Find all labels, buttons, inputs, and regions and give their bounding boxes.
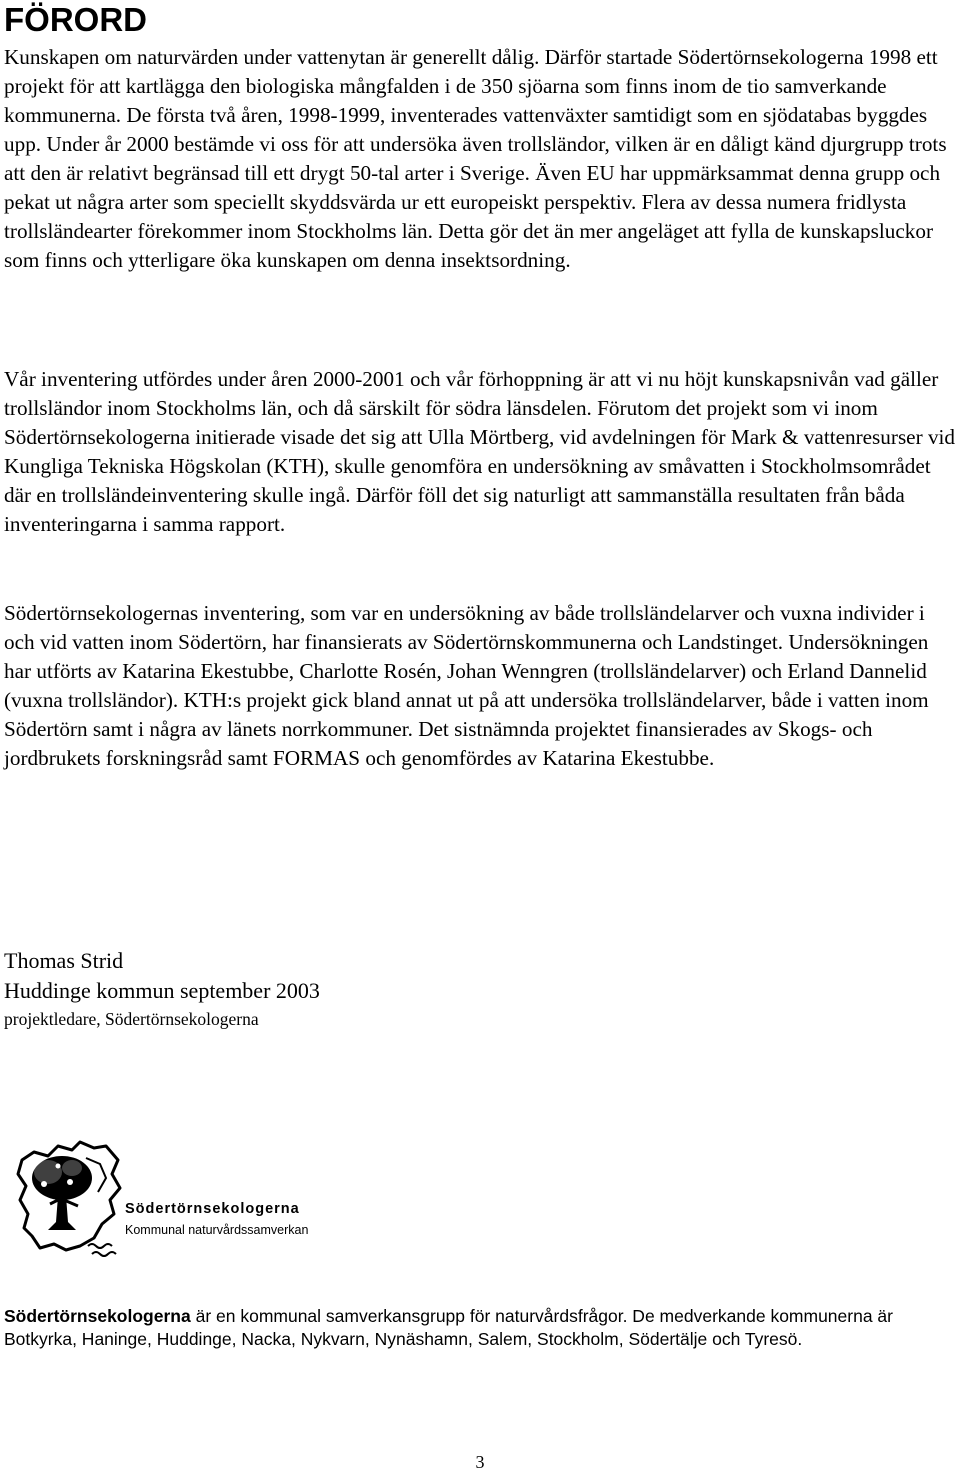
- logo-subtitle: Kommunal naturvårdssamverkan: [125, 1223, 309, 1237]
- organization-logo: [14, 1138, 354, 1268]
- footer-text: är en kommunal samverkansgrupp för naturvårdsfrågor. De medverkande kommunerna är Botkyrka, Haninge, Huddinge, Nacka, Nykvarn, Nynäshamn, Salem, Stockholm, Södertälje och Tyresö.: [4, 1306, 893, 1349]
- tree-map-logo-icon: [14, 1138, 124, 1268]
- signature-place-date: Huddinge kommun september 2003: [4, 978, 320, 1003]
- paragraph-intro: Kunskapen om naturvärden under vattenytan är generellt dålig. Därför startade Södertörnsekologerna 1998 ett projekt för att kartlägga den biologiska mångfalden i de 350 sjöarna som finns inom de tio samverkande kommunerna. De första två åren, 1998-1999, inventerades vattenväxter samtidigt som en sjödatabas byggdes upp. Under år 2000 bestämde vi oss för att undersöka även trollsländor, vilken är en dåligt känd djurgrupp trots att den är relativt begränsad till ett drygt 50-tal arter i Sverige. Även EU har uppmärksammat denna grupp och pekat ut några arter som speciellt skyddsvärda ur ett europeiskt perspektiv. Flera av dessa numera fridlysta trollsländearter förekommer inom Stockholms län. Detta gör det än mer angeläget att fylla de kunskapsluckor som finns och ytterligare öka kunskapen om denna insektsordning.: [4, 45, 947, 272]
- logo-organization-name: Södertörnsekologerna: [125, 1201, 300, 1217]
- paragraph-funding: Södertörnsekologernas inventering, som var en undersökning av både trollsländelarver och vuxna individer i och vid vatten inom Södertörn, har finansierats av Södertörnskommunerna och Landstinget. Undersökningen har utförts av Katarina Ekestubbe, Charlotte Rosén, Johan Wenngren (trollsländelarver) och Erland Dannelid (vuxna trollsländor). KTH:s projekt gick bland annat ut på att undersöka trollsländelarver, både i vatten inom Södertörn samt i några av länets norrkommuner. Det sistnämnda projektet finansierades av Skogs- och jordbrukets forskningsråd samt FORMAS och genomfördes av Katarina Ekestubbe.: [4, 601, 929, 770]
- footer-note: [4, 1305, 956, 1351]
- signature-name: Thomas Strid: [4, 948, 124, 973]
- signature-role: projektledare, Södertörnsekologerna: [4, 1009, 259, 1029]
- page-number: 3: [475, 1452, 485, 1472]
- footer-bold-name: Södertörnsekologerna: [4, 1306, 191, 1326]
- page-heading: FÖRORD: [4, 1, 147, 38]
- paragraph-inventory: Vår inventering utfördes under åren 2000-2001 och vår förhoppning är att vi nu höjt kunskapsnivån vad gäller trollsländor inom Stockholms län, och då särskilt för södra länsdelen. Förutom det projekt som vi inom Södertörnsekologerna initierade visade det sig att Ulla Mörtberg, vid avdelningen för Mark & vattenresurser vid Kungliga Tekniska Högskolan (KTH), skulle genomföra en undersökning av småvatten i Stockholmsområdet där en trollsländeinventering skulle ingå. Därför föll det sig naturligt att sammanställa resultaten från båda inventeringarna i samma rapport.: [4, 367, 956, 536]
